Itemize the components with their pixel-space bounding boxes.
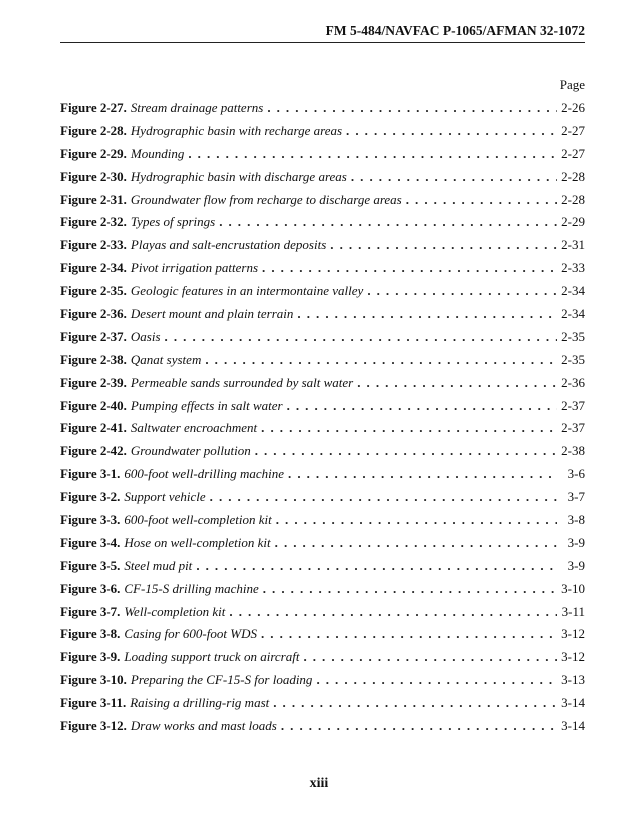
dot-leader — [205, 349, 557, 372]
page-number: 3-12 — [561, 626, 585, 642]
toc-entry[interactable] — [60, 257, 585, 280]
toc-entry[interactable] — [60, 234, 585, 257]
figure-title: Support vehicle — [124, 489, 206, 505]
dot-leader — [165, 326, 557, 349]
figure-title: Hydrographic basin with recharge areas — [130, 122, 343, 138]
figure-label: Figure 2-35. — [60, 283, 127, 299]
toc-entry[interactable] — [60, 189, 585, 212]
figure-label: Figure 3-9. — [60, 649, 121, 665]
toc-entry[interactable] — [60, 211, 585, 234]
figure-title: Casing for 600-foot WDS — [124, 626, 257, 642]
page-number: 2-38 — [561, 443, 585, 459]
page-number: 2-36 — [561, 374, 585, 390]
figure-title: 600-foot well-drilling machine — [124, 466, 285, 482]
page-number: 2-35 — [561, 351, 585, 367]
figure-title: Steel mud pit — [124, 557, 193, 573]
dot-leader — [303, 646, 557, 669]
toc-entry[interactable] — [60, 395, 585, 418]
dot-leader — [297, 303, 557, 326]
figure-title: Qanat system — [130, 351, 202, 367]
figure-title: 600-foot well-completion kit — [124, 512, 272, 528]
page-number: 2-29 — [561, 214, 585, 230]
page-number: 3-6 — [567, 466, 585, 482]
figure-label: Figure 3-12. — [60, 718, 127, 734]
figure-label: Figure 3-1. — [60, 466, 121, 482]
page-number: 3-8 — [567, 512, 585, 528]
figure-label: Figure 2-38. — [60, 351, 127, 367]
dot-leader — [367, 280, 557, 303]
toc-entry[interactable] — [60, 326, 585, 349]
page-number: 3-7 — [567, 489, 585, 505]
figure-label: Figure 2-41. — [60, 420, 127, 436]
figure-title: Types of springs — [130, 214, 216, 230]
figure-label: Figure 2-31. — [60, 191, 127, 207]
figure-label: Figure 3-8. — [60, 626, 121, 642]
figure-title: Stream drainage patterns — [130, 100, 264, 115]
dot-leader — [255, 440, 557, 463]
toc-entry[interactable] — [60, 120, 585, 143]
page-number: 2-27 — [561, 145, 585, 161]
page-number: 2-31 — [561, 237, 585, 253]
dot-leader — [262, 257, 557, 280]
toc-entry[interactable] — [60, 440, 585, 463]
page-number: 2-35 — [561, 328, 585, 344]
figure-title: Mounding — [130, 145, 185, 161]
dot-leader — [288, 463, 557, 486]
figure-label: Figure 2-42. — [60, 443, 127, 459]
page-number: 2-37 — [561, 420, 585, 436]
dot-leader — [273, 692, 557, 715]
dot-leader — [276, 509, 557, 532]
dot-leader — [188, 143, 557, 166]
toc-entry[interactable] — [60, 280, 585, 303]
figure-label: Figure 2-29. — [60, 145, 127, 161]
toc-entry[interactable] — [60, 532, 585, 555]
page-number: 2-34 — [561, 283, 585, 299]
figure-label: Figure 3-7. — [60, 603, 121, 619]
page-number: 2-33 — [561, 260, 585, 276]
figure-title: Pivot irrigation patterns — [130, 260, 259, 276]
figure-label: Figure 2-33. — [60, 237, 127, 253]
footer-page-number: xiii — [309, 776, 329, 791]
figure-title: Geologic features in an intermontaine valley — [130, 283, 364, 299]
figure-title: Well-completion kit — [124, 603, 226, 619]
page-footer — [0, 776, 638, 792]
dot-leader — [219, 211, 557, 234]
figure-label: Figure 2-32. — [60, 214, 127, 230]
list-of-figures — [60, 97, 585, 738]
dot-leader — [229, 601, 557, 624]
toc-entry[interactable] — [60, 646, 585, 669]
figure-label: Figure 3-3. — [60, 512, 121, 528]
figure-label: Figure 3-5. — [60, 557, 121, 573]
dot-leader — [406, 189, 557, 212]
figure-title: Playas and salt-encrustation deposits — [130, 237, 327, 253]
page-number: 3-9 — [567, 557, 585, 573]
figure-label: Figure 3-6. — [60, 580, 121, 596]
running-header — [60, 22, 585, 43]
dot-leader — [330, 234, 557, 257]
figure-title: Groundwater flow from recharge to discharge areas — [130, 191, 402, 207]
dot-leader — [281, 715, 557, 738]
figure-label: Figure 2-28. — [60, 122, 127, 138]
page-number: 2-28 — [561, 168, 585, 184]
figure-title: Hose on well-completion kit — [124, 534, 271, 550]
page-number: 3-12 — [561, 649, 585, 665]
page-number: 3-10 — [561, 580, 585, 596]
document-title: FM 5-484/NAVFAC P-1065/AFMAN 32-1072 — [325, 23, 585, 38]
dot-leader — [267, 97, 557, 120]
figure-label: Figure 2-30. — [60, 168, 127, 184]
page-number: 3-11 — [561, 603, 585, 619]
figure-label: Figure 2-34. — [60, 260, 127, 276]
dot-leader — [275, 532, 557, 555]
dot-leader — [346, 120, 557, 143]
toc-entry[interactable] — [60, 166, 585, 189]
toc-entry[interactable] — [60, 578, 585, 601]
dot-leader — [261, 417, 557, 440]
figure-label: Figure 3-10. — [60, 672, 127, 688]
toc-entry[interactable] — [60, 692, 585, 715]
figure-title: Hydrographic basin with discharge areas — [130, 168, 347, 184]
page-number: 3-13 — [561, 672, 585, 688]
figure-label: Figure 3-11. — [60, 695, 127, 711]
dot-leader — [351, 166, 557, 189]
figure-title: Saltwater encroachment — [130, 420, 258, 436]
page-number: 3-14 — [561, 695, 585, 711]
dot-leader — [210, 486, 557, 509]
toc-entry[interactable] — [60, 509, 585, 532]
figure-title: Oasis — [130, 328, 161, 344]
page-number: 2-26 — [561, 100, 585, 115]
dot-leader — [316, 669, 557, 692]
toc-entry[interactable] — [60, 555, 585, 578]
figure-title: Pumping effects in salt water — [130, 397, 283, 413]
figure-title: Groundwater pollution — [130, 443, 251, 459]
dot-leader — [263, 578, 557, 601]
toc-entry[interactable] — [60, 97, 585, 120]
figure-label: Figure 3-2. — [60, 489, 121, 505]
figure-label: Figure 2-36. — [60, 306, 127, 322]
figure-label: Figure 2-39. — [60, 374, 127, 390]
dot-leader — [196, 555, 557, 578]
figure-label: Figure 2-37. — [60, 328, 127, 344]
figure-title: Desert mount and plain terrain — [130, 306, 294, 322]
toc-entry[interactable] — [60, 143, 585, 166]
dot-leader — [357, 372, 557, 395]
toc-entry[interactable] — [60, 372, 585, 395]
toc-entry[interactable] — [60, 486, 585, 509]
figure-title: Raising a drilling-rig mast — [130, 695, 270, 711]
figure-title: Loading support truck on aircraft — [124, 649, 300, 665]
dot-leader — [261, 623, 557, 646]
page-number: 2-34 — [561, 306, 585, 322]
page-number: 3-14 — [561, 718, 585, 734]
toc-entry[interactable] — [60, 601, 585, 624]
toc-entry[interactable] — [60, 349, 585, 372]
page-number: 2-28 — [561, 191, 585, 207]
figure-title: CF-15-S drilling machine — [124, 580, 259, 596]
toc-entry[interactable] — [60, 303, 585, 326]
figure-title: Permeable sands surrounded by salt water — [130, 374, 354, 390]
dot-leader — [287, 395, 557, 418]
toc-entry[interactable] — [60, 463, 585, 486]
page-number: 2-27 — [561, 122, 585, 138]
page-number: 3-9 — [567, 534, 585, 550]
figure-title: Preparing the CF-15-S for loading — [130, 672, 313, 688]
figure-label: Figure 2-40. — [60, 397, 127, 413]
toc-entry[interactable] — [60, 417, 585, 440]
toc-entry[interactable] — [60, 669, 585, 692]
figure-title: Draw works and mast loads — [130, 718, 277, 734]
toc-entry[interactable] — [60, 623, 585, 646]
toc-entry[interactable] — [60, 715, 585, 738]
page-number: 2-37 — [561, 397, 585, 413]
figure-label: Figure 3-4. — [60, 534, 121, 550]
page-column-heading: Page — [559, 77, 585, 92]
figure-label: Figure 2-27. — [60, 100, 127, 115]
